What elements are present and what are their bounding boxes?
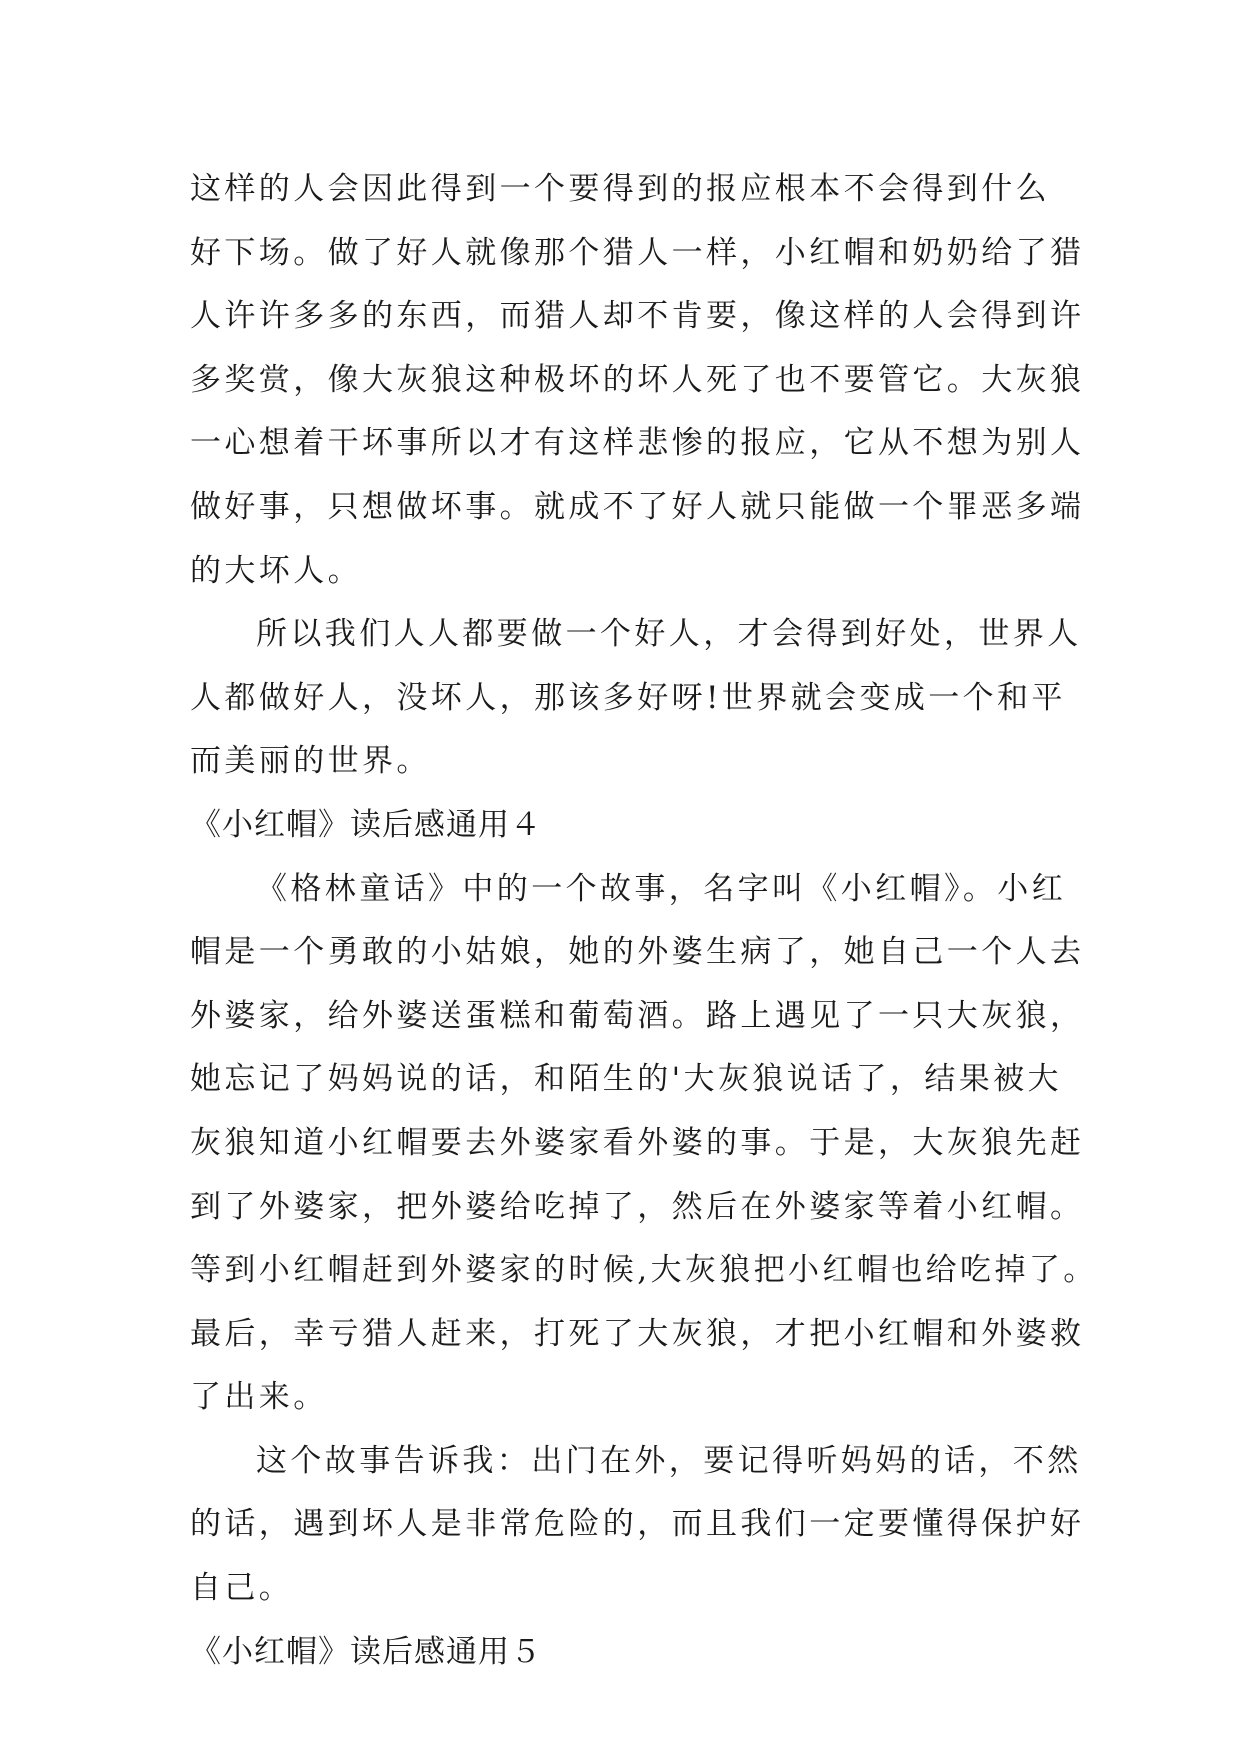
paragraph (190, 1430, 1085, 1621)
text-line: 而美丽的世界。 (190, 743, 431, 780)
paragraph (190, 603, 1082, 794)
text-line: 外婆家，给外婆送蛋糕和葡萄酒。路上遇见了一只大灰狼， (190, 997, 1085, 1034)
text-line: 的大坏人。 (190, 552, 362, 589)
text-line: 最后，幸亏猎人赶来，打死了大灰狼，才把小红帽和外婆救 (190, 1315, 1085, 1352)
text-line: 这个故事告诉我：出门在外，要记得听妈妈的话，不然 (256, 1442, 1082, 1479)
paragraph (190, 158, 1085, 603)
text-line: 灰狼知道小红帽要去外婆家看外婆的事。于是，大灰狼先赶 (190, 1124, 1085, 1161)
text-line: 所以我们人人都要做一个好人，才会得到好处，世界人 (256, 616, 1082, 653)
document-body (190, 158, 1098, 1684)
text-line: 等到小红帽赶到外婆家的时候,大灰狼把小红帽也给吃掉了。 (190, 1252, 1098, 1289)
paragraph (190, 858, 1098, 1430)
text-line: 的话，遇到坏人是非常危险的，而且我们一定要懂得保护好 (190, 1506, 1085, 1543)
text-line: 她忘记了妈妈说的话，和陌生的'大灰狼说话了，结果被大 (190, 1061, 1062, 1098)
text-line: 做好事，只想做坏事。就成不了好人就只能做一个罪恶多端 (190, 488, 1085, 525)
text-line: 自己。 (190, 1570, 294, 1607)
section-heading: 《小红帽》读后感通用５ (190, 1633, 542, 1670)
text-line: 帽是一个勇敢的小姑娘，她的外婆生病了，她自己一个人去 (190, 934, 1085, 971)
text-line: 好下场。做了好人就像那个猎人一样，小红帽和奶奶给了猎 (190, 234, 1085, 271)
text-line: 多奖赏，像大灰狼这种极坏的坏人死了也不要管它。大灰狼 (190, 361, 1085, 398)
text-line: 人都做好人，没坏人，那该多好呀!世界就会变成一个和平 (190, 679, 1066, 716)
text-line: 《格林童话》中的一个故事，名字叫《小红帽》。小红 (256, 870, 1067, 907)
text-line: 到了外婆家，把外婆给吃掉了，然后在外婆家等着小红帽。 (190, 1188, 1085, 1225)
text-line: 人许许多多的东西，而猎人却不肯要，像这样的人会得到许 (190, 298, 1085, 335)
text-line: 这样的人会因此得到一个要得到的报应根本不会得到什么 (190, 171, 1050, 207)
text-line: 一心想着干坏事所以才有这样悲惨的报应，它从不想为别人 (190, 425, 1085, 462)
text-line: 了出来。 (190, 1379, 328, 1416)
section-heading: 《小红帽》读后感通用４ (190, 806, 542, 843)
